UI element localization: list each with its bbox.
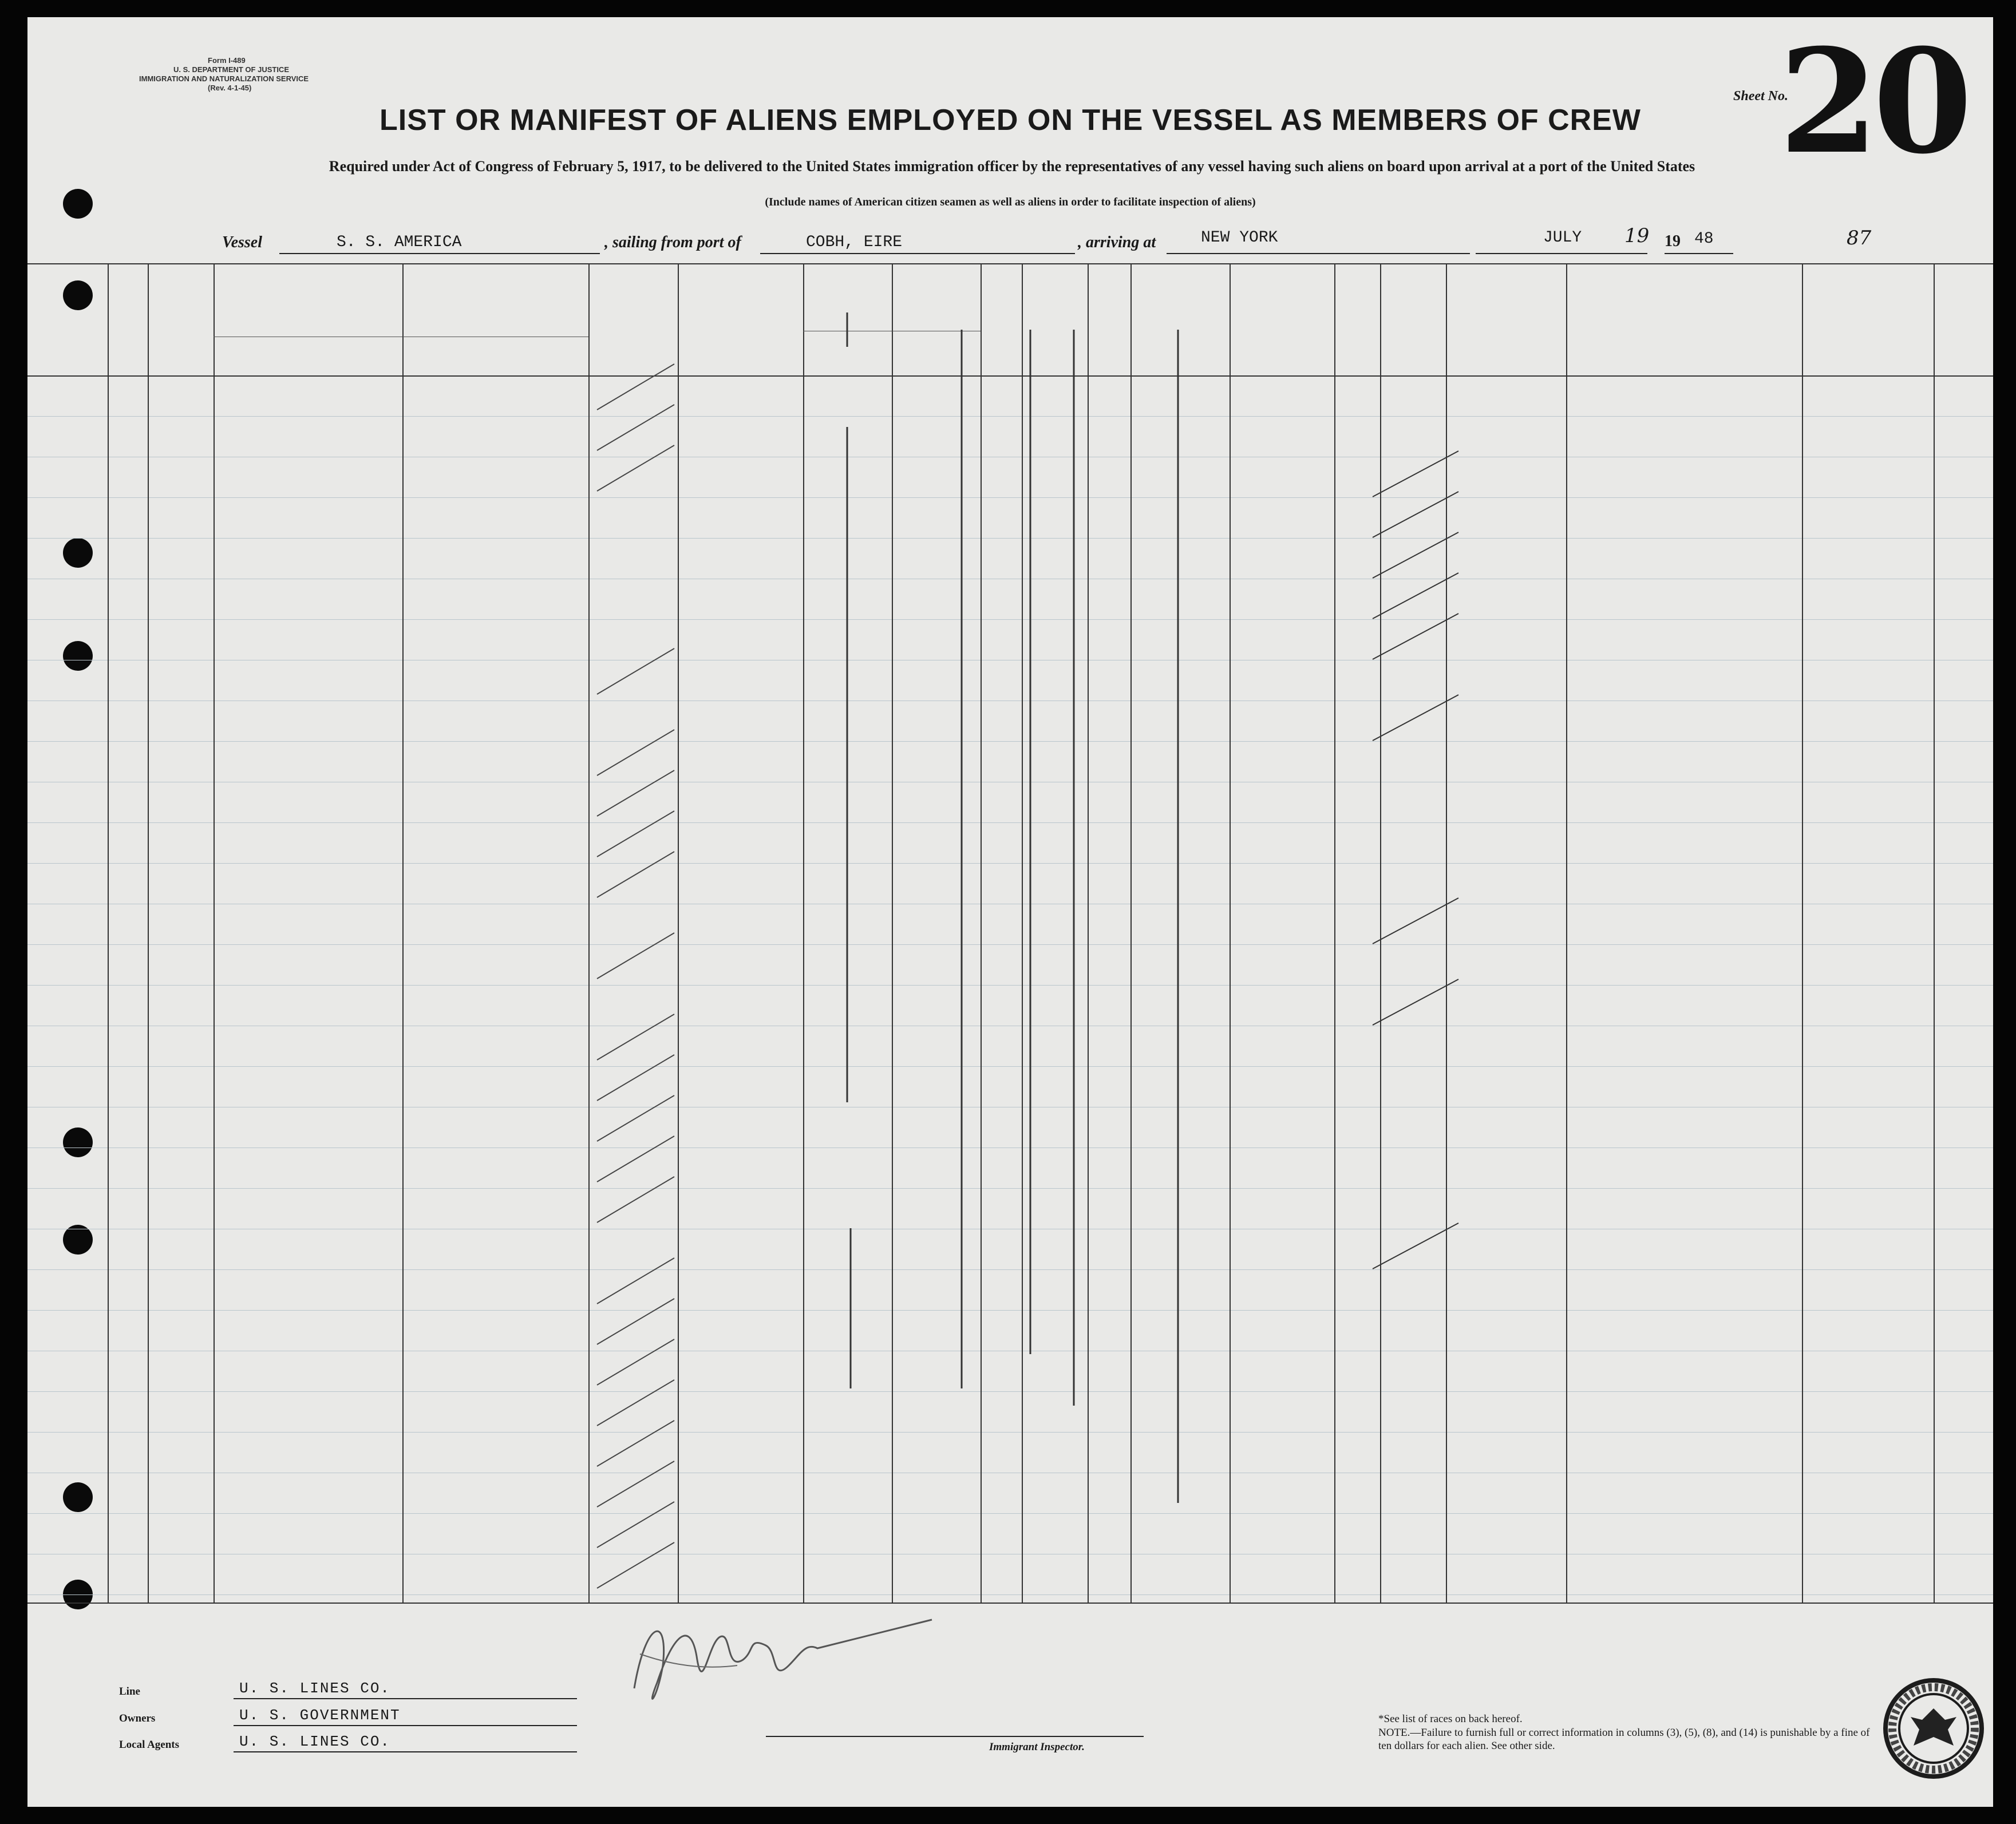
ditto-marks-icon xyxy=(27,263,1993,1654)
manifest-sheet xyxy=(27,17,1993,1807)
penalty-note: NOTE.—Failure to furnish full or correct information in columns (3), (5), (8), and (14) is punishable by a fine of ten dollars for each alien. See other side. xyxy=(1378,1727,1870,1752)
year-suffix: 48 xyxy=(1694,230,1714,248)
line-value: U. S. LINES CO. xyxy=(239,1680,391,1697)
manifest-table xyxy=(27,263,1993,1654)
owners-value: U. S. GOVERNMENT xyxy=(239,1707,401,1724)
arrival-port: NEW YORK xyxy=(1201,229,1278,247)
sheet-number-label: Sheet No. xyxy=(1733,89,1788,104)
page-subtitle: Required under Act of Congress of February 5, 1917, to be delivered to the United States immigration officer by the representatives of any vessel having such aliens on board upon arrival at a port of the United States xyxy=(329,158,1695,175)
owners-label: Owners xyxy=(119,1712,156,1724)
vessel-label: Vessel xyxy=(222,234,262,251)
arrival-month: JULY xyxy=(1543,229,1582,247)
agents-value: U. S. LINES CO. xyxy=(239,1733,391,1750)
year-prefix: 19 xyxy=(1665,232,1681,250)
consular-seal-icon xyxy=(1882,1677,1985,1780)
agents-label: Local Agents xyxy=(119,1739,180,1751)
arriving-label: , arriving at xyxy=(1078,234,1156,251)
sailing-label: , sailing from port of xyxy=(604,234,741,251)
arrival-day: 19 xyxy=(1624,224,1650,247)
page-subnote: (Include names of American citizen seamen as well as aliens in order to facilitate inspection of aliens) xyxy=(765,196,1256,208)
vessel-name: S. S. AMERICA xyxy=(337,234,462,251)
page-reference: 87 xyxy=(1847,227,1872,250)
departure-port: COBH, EIRE xyxy=(806,234,903,251)
inspector-label: Immigrant Inspector. xyxy=(989,1741,1085,1753)
sheet-number: 20 xyxy=(1779,17,1967,185)
form-identifier: Form I-489 U. S. DEPARTMENT OF JUSTICE IMMIGRATION AND NATURALIZATION SERVICE (Rev. 4-1-45) xyxy=(139,56,309,92)
line-label: Line xyxy=(119,1685,140,1698)
signature-icon xyxy=(623,1597,943,1717)
races-note: *See list of races on back hereof. xyxy=(1378,1713,1523,1725)
page-title: LIST OR MANIFEST OF ALIENS EMPLOYED ON THE VESSEL AS MEMBERS OF CREW xyxy=(380,104,1641,137)
